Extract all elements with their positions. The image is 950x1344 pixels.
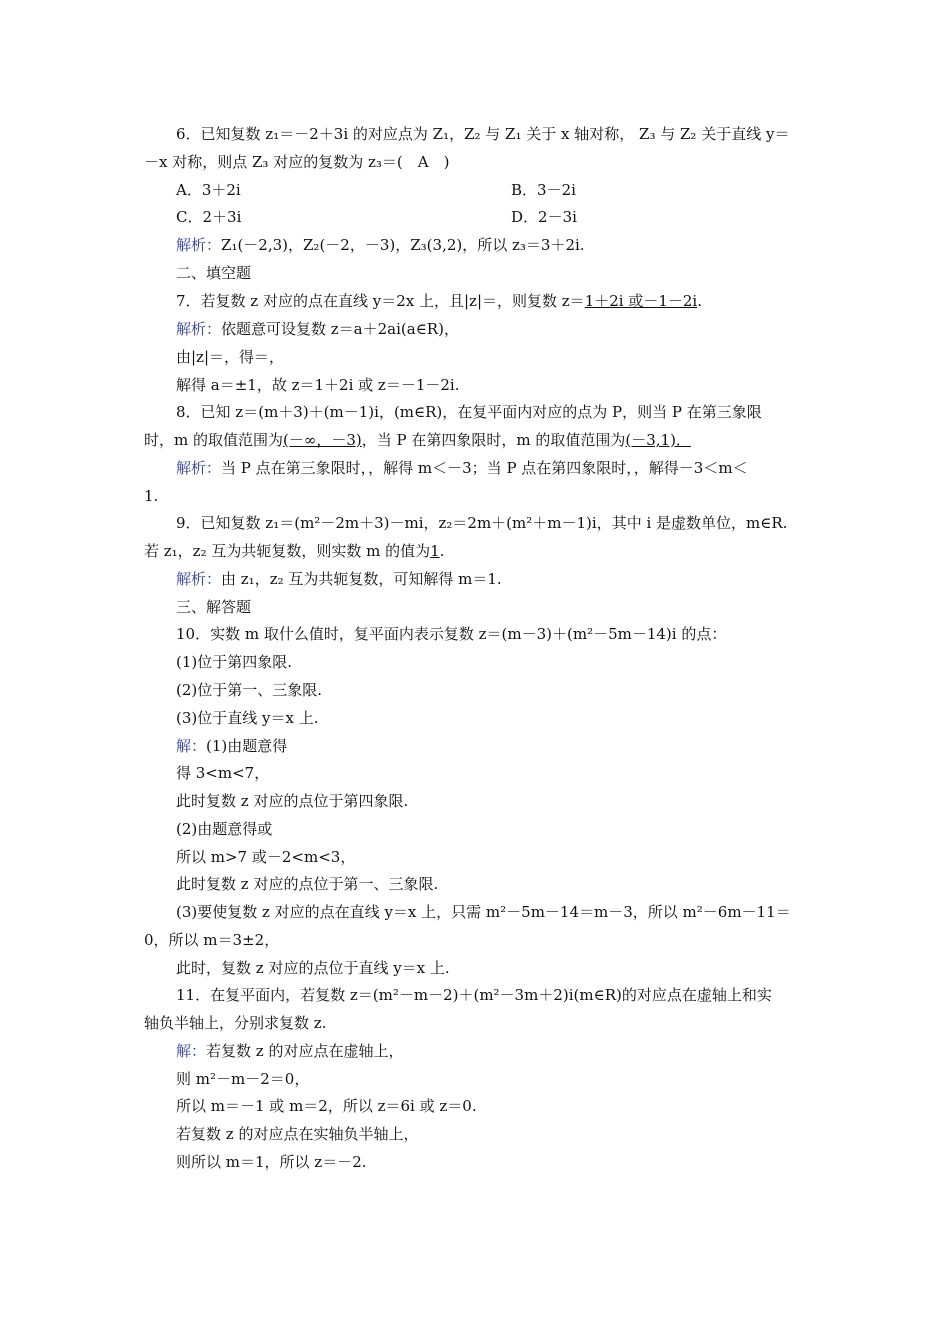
q10-part2: (2)位于第一、三象限. — [176, 681, 323, 699]
q6-solution-text: Z₁(－2,3)，Z₂(－2，－3)，Z₃(3,2)，所以 z₃＝3＋2i. — [221, 236, 585, 254]
q10-solution-line8: 0，所以 m＝3±2， — [144, 931, 280, 949]
q6-option-b: B．3－2i — [511, 181, 576, 199]
section-heading-fill-blank: 二、填空题 — [176, 264, 252, 282]
q10-part1: (1)位于第四象限. — [176, 653, 293, 671]
q8-text: 时，m 的取值范围为 — [144, 431, 283, 449]
q9-line1: 9．已知复数 z₁＝(m²－2m＋3)－mi，z₂＝2m＋(m²＋m－1)i，其中 i 是虚数单位，m∈R. — [176, 514, 788, 532]
q8-answer-2: (－3,1)． — [625, 431, 691, 449]
q7-text: 7．若复数 z 对应的点在直线 y＝2x 上，且|z|＝，则复数 z＝ — [176, 292, 585, 310]
q11-solution-line5: 则所以 m＝1，所以 z＝－2. — [176, 1153, 367, 1171]
solution-label: 解析： — [176, 320, 222, 338]
q8-solution-line2: 1. — [144, 487, 159, 505]
q8-answer-1: (－∞，－3) — [283, 431, 362, 449]
q9-solution — [176, 569, 502, 589]
q10-solution-line6: 此时复数 z 对应的点位于第一、三象限. — [176, 875, 439, 893]
q11-line2: 轴负半轴上，分别求复数 z. — [144, 1014, 327, 1032]
solution-label: 解： — [176, 737, 207, 755]
q9-period: . — [439, 542, 445, 560]
solution-label: 解析： — [176, 570, 222, 588]
q7-line1 — [176, 291, 702, 311]
q7-period: . — [697, 292, 703, 310]
q8-text-mid: ，当 P 在第四象限时，m 的取值范围为 — [361, 431, 626, 449]
q9-solution-text: 由 z₁，z₂ 互为共轭复数，可知解得 m＝1. — [221, 570, 502, 588]
q10-line1: 10．实数 m 取什么值时，复平面内表示复数 z＝(m－3)＋(m²－5m－14)i 的点： — [176, 625, 727, 643]
solution-label: 解析： — [176, 459, 222, 477]
section-heading-answer: 三、解答题 — [176, 598, 252, 616]
q8-solution — [176, 458, 748, 478]
q10-solution-line4: (2)由题意得或 — [176, 820, 273, 838]
q9-answer: 1 — [430, 542, 440, 560]
q10-solution-line9: 此时，复数 z 对应的点位于直线 y＝x 上. — [176, 959, 450, 977]
q7-solution-line2: 由|z|＝，得＝， — [176, 348, 285, 366]
q8-line2 — [144, 430, 691, 450]
q6-solution — [176, 235, 585, 255]
q11-solution-line4: 若复数 z 的对应点在实轴负半轴上， — [176, 1125, 419, 1143]
solution-label: 解： — [176, 1042, 207, 1060]
q6-option-c: C．2＋3i — [176, 208, 242, 226]
q11-solution-line3: 所以 m＝－1 或 m＝2，所以 z＝6i 或 z＝0. — [176, 1097, 477, 1115]
q10-solution-line2: 得 3<m<7， — [176, 764, 270, 782]
q7-solution — [176, 319, 459, 339]
q10-solution — [176, 736, 287, 756]
q7-solution-line3: 解得 a＝±1，故 z＝1＋2i 或 z＝－1－2i. — [176, 376, 460, 394]
q6-option-d: D．2－3i — [511, 208, 577, 226]
q10-solution-line7: (3)要使复数 z 对应的点在直线 y＝x 上，只需 m²－5m－14＝m－3，所以 m²－6m－11＝ — [176, 903, 791, 921]
q9-line2 — [144, 541, 444, 561]
solution-label: 解析： — [176, 236, 222, 254]
q10-solution-text: (1)由题意得 — [206, 737, 288, 755]
q6-line1: 6．已知复数 z₁＝－2＋3i 的对应点为 Z₁，Z₂ 与 Z₁ 关于 x 轴对称， Z₃ 与 Z₂ 关于直线 y＝ — [176, 125, 790, 143]
q11-solution-line2: 则 m²－m－2＝0， — [176, 1070, 310, 1088]
q6-line2: －x 对称，则点 Z₃ 对应的复数为 z₃＝( A ) — [144, 153, 450, 171]
q9-text: 若 z₁，z₂ 互为共轭复数，则实数 m 的值为 — [144, 542, 431, 560]
q6-option-a: A．3＋2i — [176, 181, 241, 199]
q8-line1: 8．已知 z＝(m＋3)＋(m－1)i，(m∈R)，在复平面内对应的点为 P，则当 P 在第三象限 — [176, 403, 762, 421]
q10-part3: (3)位于直线 y＝x 上. — [176, 709, 319, 727]
q7-answer: 1＋2i 或－1－2i — [584, 292, 698, 310]
q11-solution-text: 若复数 z 的对应点在虚轴上， — [206, 1042, 404, 1060]
q7-solution-text: 依题意可设复数 z＝a＋2ai(a∈R)， — [221, 320, 459, 338]
q11-line1: 11．在复平面内，若复数 z＝(m²－m－2)＋(m²－3m＋2)i(m∈R)的对应点在虚轴上和实 — [176, 986, 772, 1004]
q10-solution-line3: 此时复数 z 对应的点位于第四象限. — [176, 792, 409, 810]
q11-solution — [176, 1041, 403, 1061]
q10-solution-line5: 所以 m>7 或－2<m<3， — [176, 848, 356, 866]
q8-solution-text: 当 P 点在第三象限时，，解得 m＜－3；当 P 点在第四象限时，，解得－3＜m＜ — [221, 459, 748, 477]
